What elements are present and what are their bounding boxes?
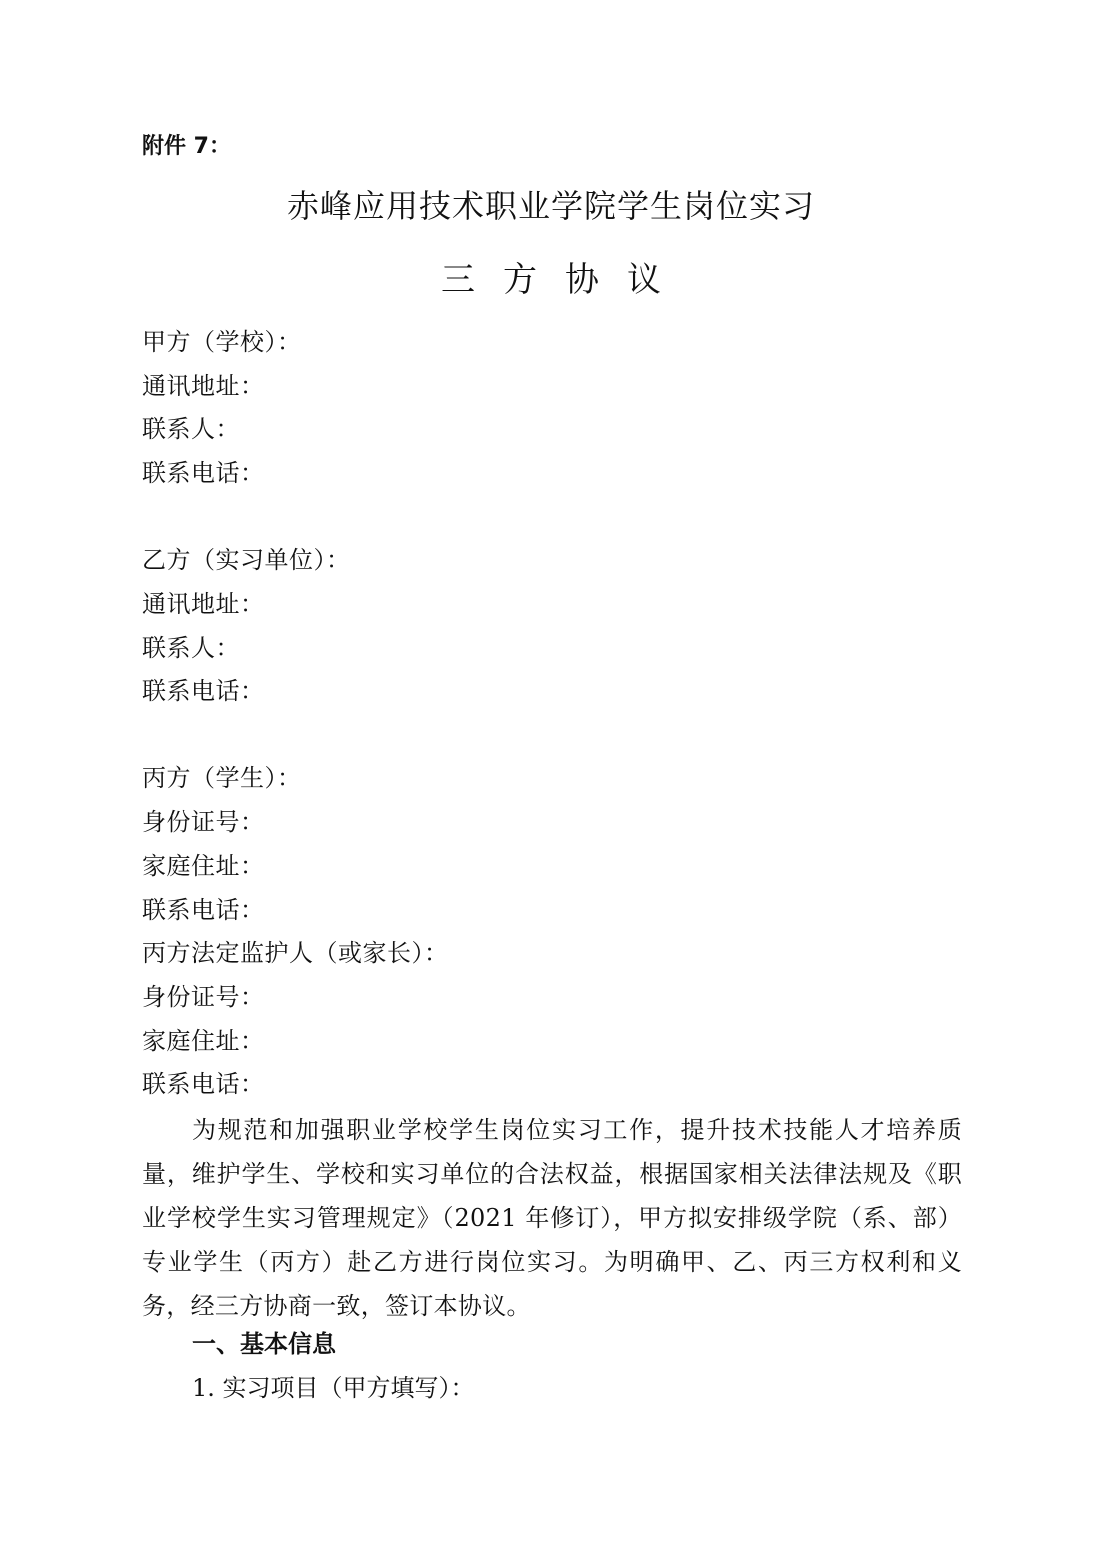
document-subtitle: 三方协议 (441, 260, 689, 300)
party-c-id-label: 身份证号： (142, 808, 265, 836)
guardian-heading: 丙方法定监护人（或家长）： (142, 939, 449, 967)
preamble-paragraph: 为规范和加强职业学校学生岗位实习工作，提升技术技能人才培养质量，维护学生、学校和实习单位的合法权益，根据国家相关法律法规及《职业学校学生实习管理规定》（2021 年修订），甲方拟安排级学院（系、部）专业学生（丙方）赴乙方进行岗位实习。为明确甲、乙、丙三方权利和义务，经三方协商一致，签订本协议。 (142, 1116, 962, 1320)
guardian-id-label: 身份证号： (142, 983, 265, 1011)
guardian-phone-label: 联系电话： (142, 1070, 265, 1098)
party-a-phone-label: 联系电话： (142, 459, 265, 487)
party-b-contact-label: 联系人： (142, 634, 240, 662)
party-b-phone-label: 联系电话： (142, 677, 265, 705)
annex-label: 附件 7： (142, 134, 231, 159)
party-a-contact-label: 联系人： (142, 415, 240, 443)
party-b-heading: 乙方（实习单位）： (142, 546, 351, 574)
guardian-home-address-label: 家庭住址： (142, 1027, 265, 1055)
document-title: 赤峰应用技术职业学院学生岗位实习 (286, 187, 815, 225)
section-1-heading: 一、基本信息 (192, 1330, 336, 1358)
party-b-address-label: 通讯地址： (142, 590, 265, 618)
section-1-item-1: 1. 实习项目（甲方填写）： (192, 1374, 475, 1402)
party-a-address-label: 通讯地址： (142, 372, 265, 400)
party-a-heading: 甲方（学校）： (142, 328, 302, 356)
party-c-phone-label: 联系电话： (142, 896, 265, 924)
party-c-home-address-label: 家庭住址： (142, 852, 265, 880)
party-c-heading: 丙方（学生）： (142, 764, 302, 792)
